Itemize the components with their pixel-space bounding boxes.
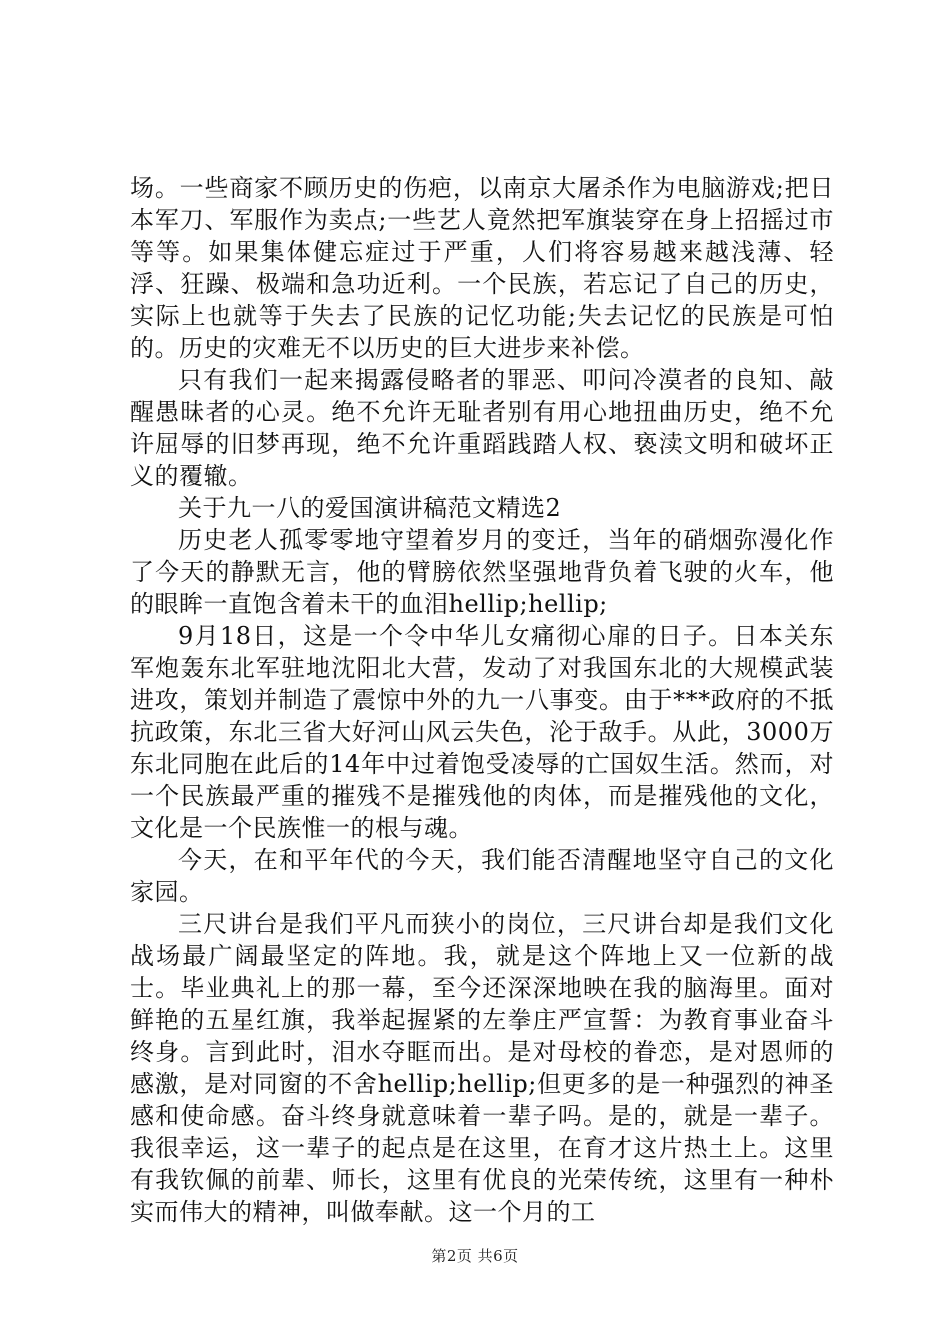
document-body <box>130 172 834 1228</box>
page-number-footer: 第2页 共6页 <box>431 1247 519 1265</box>
paragraph: 三尺讲台是我们平凡而狭小的岗位，三尺讲台却是我们文化战场最广阔最坚定的阵地。我，就是这个阵地上又一位新的战士。毕业典礼上的那一幕，至今还深深地映在我的脑海里。面对鲜艳的五星红旗，我举起握紧的左拳庄严宣誓：为教育事业奋斗终身。言到此时，泪水夺眶而出。是对母校的眷恋，是对恩师的感激，是对同窗的不舍hellip;hellip;但更多的是一种强烈的神圣感和使命感。奋斗终身就意味着一辈子吗。是的，就是一辈子。我很幸运，这一辈子的起点是在这里，在育才这片热土上。这里有我钦佩的前辈、师长，这里有优良的光荣传统，这里有一种朴实而伟大的精神，叫做奉献。这一个月的工 <box>130 910 834 1226</box>
paragraph-continuation: 场。一些商家不顾历史的伤疤，以南京大屠杀作为电脑游戏;把日本军刀、军服作为卖点;一些艺人竟然把军旗装穿在身上招摇过市等等。如果集体健忘症过于严重，人们将容易越来越浅薄、轻浮、狂躁、极端和急功近利。一个民族，若忘记了自己的历史，实际上也就等于失去了民族的记忆功能;失去记忆的民族是可怕的。历史的灾难无不以历史的巨大进步来补偿。 <box>130 174 834 362</box>
paragraph: 只有我们一起来揭露侵略者的罪恶、叩问冷漠者的良知、敲醒愚昧者的心灵。绝不允许无耻者别有用心地扭曲历史，绝不允许屈辱的旧梦再现，绝不允许重蹈践踏人权、亵渎文明和破坏正义的覆辙。 <box>130 366 834 490</box>
paragraph: 今天，在和平年代的今天，我们能否清醒地坚守自己的文化家园。 <box>130 846 834 906</box>
paragraph: 历史老人孤零零地守望着岁月的变迁，当年的硝烟弥漫化作了今天的静默无言，他的臂膀依然坚强地背负着飞驶的火车，他的眼眸一直饱含着未干的血泪hellip;hellip; <box>130 526 834 618</box>
section-heading: 关于九一八的爱国演讲稿范文精选2 <box>178 494 562 522</box>
paragraph: 9月18日，这是一个令中华儿女痛彻心扉的日子。日本关东军炮轰东北军驻地沈阳北大营，发动了对我国东北的大规模武装进攻，策划并制造了震惊中外的九一八事变。由于***政府的不抵抗政策，东北三省大好河山风云失色，沦于敌手。从此，3000万东北同胞在此后的14年中过着饱受凌辱的亡国奴生活。然而，对一个民族最严重的摧残不是摧残他的肉体，而是摧残他的文化，文化是一个民族惟一的根与魂。 <box>130 622 834 842</box>
